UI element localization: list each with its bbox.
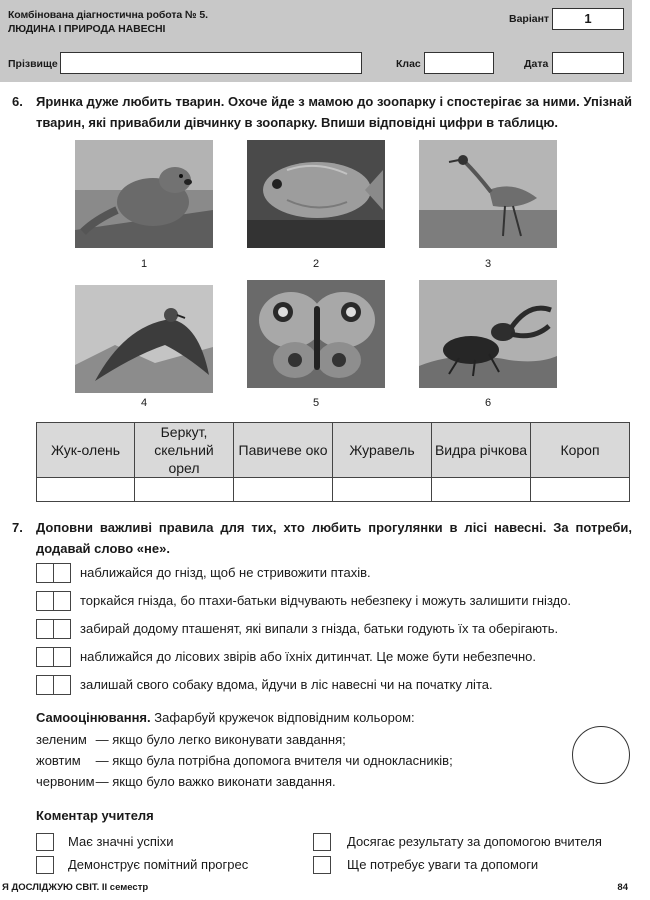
variant-value-field[interactable]: 1: [552, 8, 624, 30]
table-header-cell: Журавель: [333, 423, 432, 478]
teacher-option-label: Ще потребує уваги та допомоги: [347, 857, 539, 872]
q7-number: 7.: [12, 520, 23, 535]
answer-box[interactable]: [53, 591, 71, 611]
table-header-row: [37, 423, 630, 478]
work-title-line1: Комбінована діагностична робота № 5.: [8, 9, 208, 21]
q6-text: Яринка дуже любить тварин. Охоче йде з мамою до зоопарку і спостерігає за ними. Упізнай тварин, які привабили дівчинку в зоопарку. Впиши відповідні цифри в таблицю.: [36, 94, 632, 130]
surname-label: Прізвище: [8, 58, 58, 70]
answer-box[interactable]: [53, 563, 71, 583]
teacher-checkbox[interactable]: [36, 833, 54, 851]
color-name: червоним: [36, 774, 95, 789]
rule-text: забирай додому пташенят, які випали з гнізда, батьки годують їх та оберігають.: [80, 621, 559, 636]
answer-cell[interactable]: [234, 478, 333, 502]
fish-photo: [247, 140, 385, 248]
self-assessment-line: [36, 753, 453, 768]
q7-text: Доповни важливі правила для тих, хто любить прогулянки в лісі навесні. За потреби, додавай слово «не».: [36, 520, 632, 556]
teacher-checkbox[interactable]: [313, 833, 331, 851]
table-header-cell: Видра річкова: [432, 423, 531, 478]
answer-box[interactable]: [36, 591, 54, 611]
class-label: Клас: [396, 58, 421, 70]
work-title: [8, 8, 208, 36]
date-label: Дата: [524, 58, 549, 70]
self-assessment-instruction: Зафарбуй кружечок відповідним кольором:: [154, 710, 415, 725]
date-field[interactable]: [552, 52, 624, 74]
rule-text: торкайся гнізда, бо птахи-батьки відчувають небезпеку і можуть залишити гніздо.: [80, 593, 572, 608]
color-meaning: — якщо було важко виконати завдання.: [95, 774, 336, 789]
eagle-photo: [75, 285, 213, 393]
teacher-checkbox[interactable]: [313, 856, 331, 874]
answer-cell[interactable]: [37, 478, 135, 502]
photo-number-6: 6: [484, 397, 492, 409]
surname-field[interactable]: [60, 52, 362, 74]
self-assessment-circle[interactable]: [572, 726, 630, 784]
photo-number-4: 4: [140, 397, 148, 409]
answer-box[interactable]: [53, 619, 71, 639]
rule-text: залишай свого собаку вдома, йдучи в ліс навесні чи на початку літа.: [80, 677, 493, 692]
color-meaning: — якщо була потрібна допомога вчителя чи однокласників;: [95, 753, 453, 768]
header-panel: [0, 0, 632, 82]
footer-book-title: Я ДОСЛІДЖУЮ СВІТ. ІІ семестр: [2, 882, 149, 893]
table-header-cell: Короп: [531, 423, 630, 478]
q6-number: 6.: [12, 94, 23, 109]
rule-text: наближайся до лісових звірів або їхніх дитинчат. Це може бути небезпечно.: [80, 649, 537, 664]
answer-box[interactable]: [36, 563, 54, 583]
self-assessment-line: [36, 732, 346, 747]
answer-box[interactable]: [53, 675, 71, 695]
answer-box[interactable]: [36, 675, 54, 695]
photo-number-1: 1: [140, 258, 148, 270]
table-header-cell: Беркут, скельний орел: [135, 423, 234, 478]
color-name: зеленим: [36, 732, 87, 747]
self-assessment-title: Самооцінювання.: [36, 710, 151, 725]
self-assessment-heading: [36, 710, 415, 725]
color-meaning: — якщо було легко виконувати завдання;: [95, 732, 346, 747]
color-name: жовтим: [36, 753, 81, 768]
self-assessment-line: [36, 774, 336, 789]
teacher-checkbox[interactable]: [36, 856, 54, 874]
crane-photo: [419, 140, 557, 248]
teacher-option-label: Демонструє помітний прогрес: [68, 857, 249, 872]
table-header-cell: Павичеве око: [234, 423, 333, 478]
answer-cell[interactable]: [531, 478, 630, 502]
otter-photo: [75, 140, 213, 248]
answer-box[interactable]: [36, 647, 54, 667]
teacher-comment-title: Коментар учителя: [36, 808, 154, 823]
answer-cell[interactable]: [432, 478, 531, 502]
table-header-cell: Жук-олень: [37, 423, 135, 478]
answer-cell[interactable]: [135, 478, 234, 502]
answer-cell[interactable]: [333, 478, 432, 502]
photo-number-5: 5: [312, 397, 320, 409]
teacher-option-label: Має значні успіхи: [68, 834, 174, 849]
photo-number-3: 3: [484, 258, 492, 270]
answer-box[interactable]: [53, 647, 71, 667]
teacher-option-label: Досягає результату за допомогою вчителя: [347, 834, 602, 849]
rule-text: наближайся до гнізд, щоб не стривожити птахів.: [80, 565, 371, 580]
table-answer-row: [37, 478, 630, 502]
stag-beetle-photo: [419, 280, 557, 388]
page-number: 84: [617, 882, 628, 893]
animals-table: [36, 422, 630, 502]
photo-number-2: 2: [312, 258, 320, 270]
butterfly-photo: [247, 280, 385, 388]
work-title-line2: ЛЮДИНА І ПРИРОДА НАВЕСНІ: [8, 23, 166, 35]
variant-label: Варіант: [509, 13, 550, 25]
answer-box[interactable]: [36, 619, 54, 639]
class-field[interactable]: [424, 52, 494, 74]
